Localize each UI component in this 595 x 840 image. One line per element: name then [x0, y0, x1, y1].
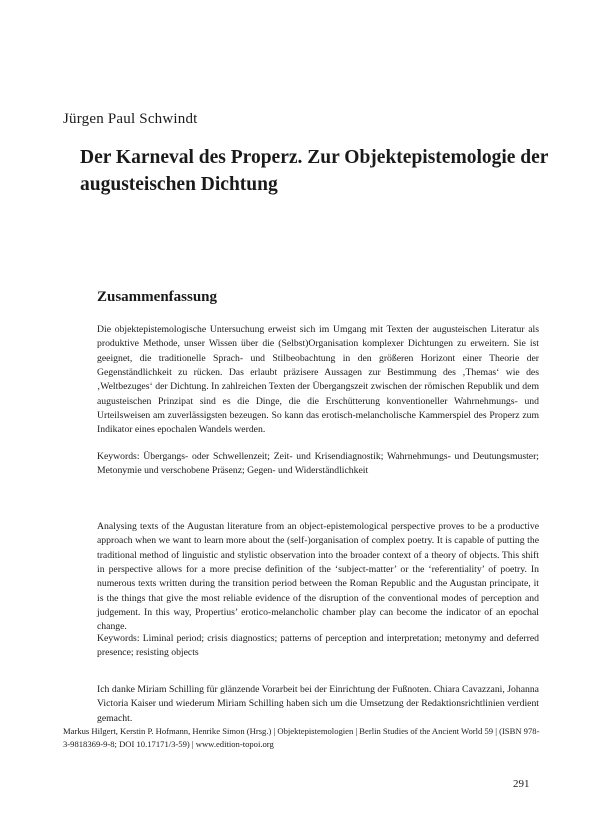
publication-footer: Markus Hilgert, Kerstin P. Hofmann, Henrike Simon (Hrsg.) | Objektepistemologien | Berlin Studies of the Ancient World 59 | (ISBN 978-3-9818369-9-8; DOI 10.17171/3-59) | www.edition-topoi.org	[63, 726, 540, 750]
german-keywords: Keywords: Übergangs- oder Schwellenzeit; Zeit- und Krisendiagnostik; Wahrnehmungs- und Deutungsmuster; Metonymie und verschobene Präsenz; Gegen- und Widerständlichkeit	[97, 451, 539, 477]
article-title: Der Karneval des Properz. Zur Objektepistemologie der augusteischen Dichtung	[80, 147, 549, 195]
english-abstract: Analysing texts of the Augustan literature from an object-epistemological perspective proves to be a productive approach when we want to learn more about the (self-)organisation of complex poetry. It is capable of putting the traditional method of linguistic and stylistic observation into the broader context of a theory of objects. This shift in perspective allows for a more precise definition of the ‘subject-matter’ or the ‘referentiality’ of poetry. In numerous texts written during the transition period between the Roman Republic and the Augustan principate, it is the things that give the most reliable evidence of the disruption of the conventional modes of perception and judgement. In this way, Propertius’ erotico-melancholic chamber play can become the indicator of an epochal change.	[97, 521, 539, 633]
author-name: Jürgen Paul Schwindt	[63, 111, 198, 127]
acknowledgement-note: Ich danke Miriam Schilling für glänzende Vorarbeit bei der Einrichtung der Fußnoten. Chiara Cavazzani, Johanna Victoria Kaiser und wiederum Miriam Schilling haben sich um die Umsetzung der Redaktionsrichtlinien verdient gemacht.	[97, 684, 539, 724]
abstract-heading: Zusammenfassung	[97, 289, 218, 305]
page-number: 291	[513, 778, 530, 790]
english-keywords: Keywords: Liminal period; crisis diagnostics; patterns of perception and interpretation; metonymy and deferred presence; resisting objects	[97, 633, 539, 659]
german-abstract: Die objektepistemologische Untersuchung erweist sich im Umgang mit Texten der augusteischen Literatur als produktive Methode, unser Wissen über die (Selbst)Organisation komplexer Dichtungen zu erweitern. Sie ist geeignet, die traditionelle Sprach- und Stilbeobachtung in den größeren Horizont einer Theorie der Gegenständlichkeit zu rücken. Das erlaubt präzisere Aussagen zur Bestimmung des ‚Themas‘ wie des ‚Weltbezuges‘ der Dichtung. In zahlreichen Texten der Übergangszeit zwischen der römischen Republik und dem augusteischen Prinzipat sind es die Dinge, die die Erschütterung konventioneller Wahrnehmungs- und Urteilsweisen am zuverlässigsten bezeugen. So kann das erotisch-melancholische Kammerspiel des Properz zum Indikator eines epochalen Wandels werden.	[97, 324, 539, 436]
